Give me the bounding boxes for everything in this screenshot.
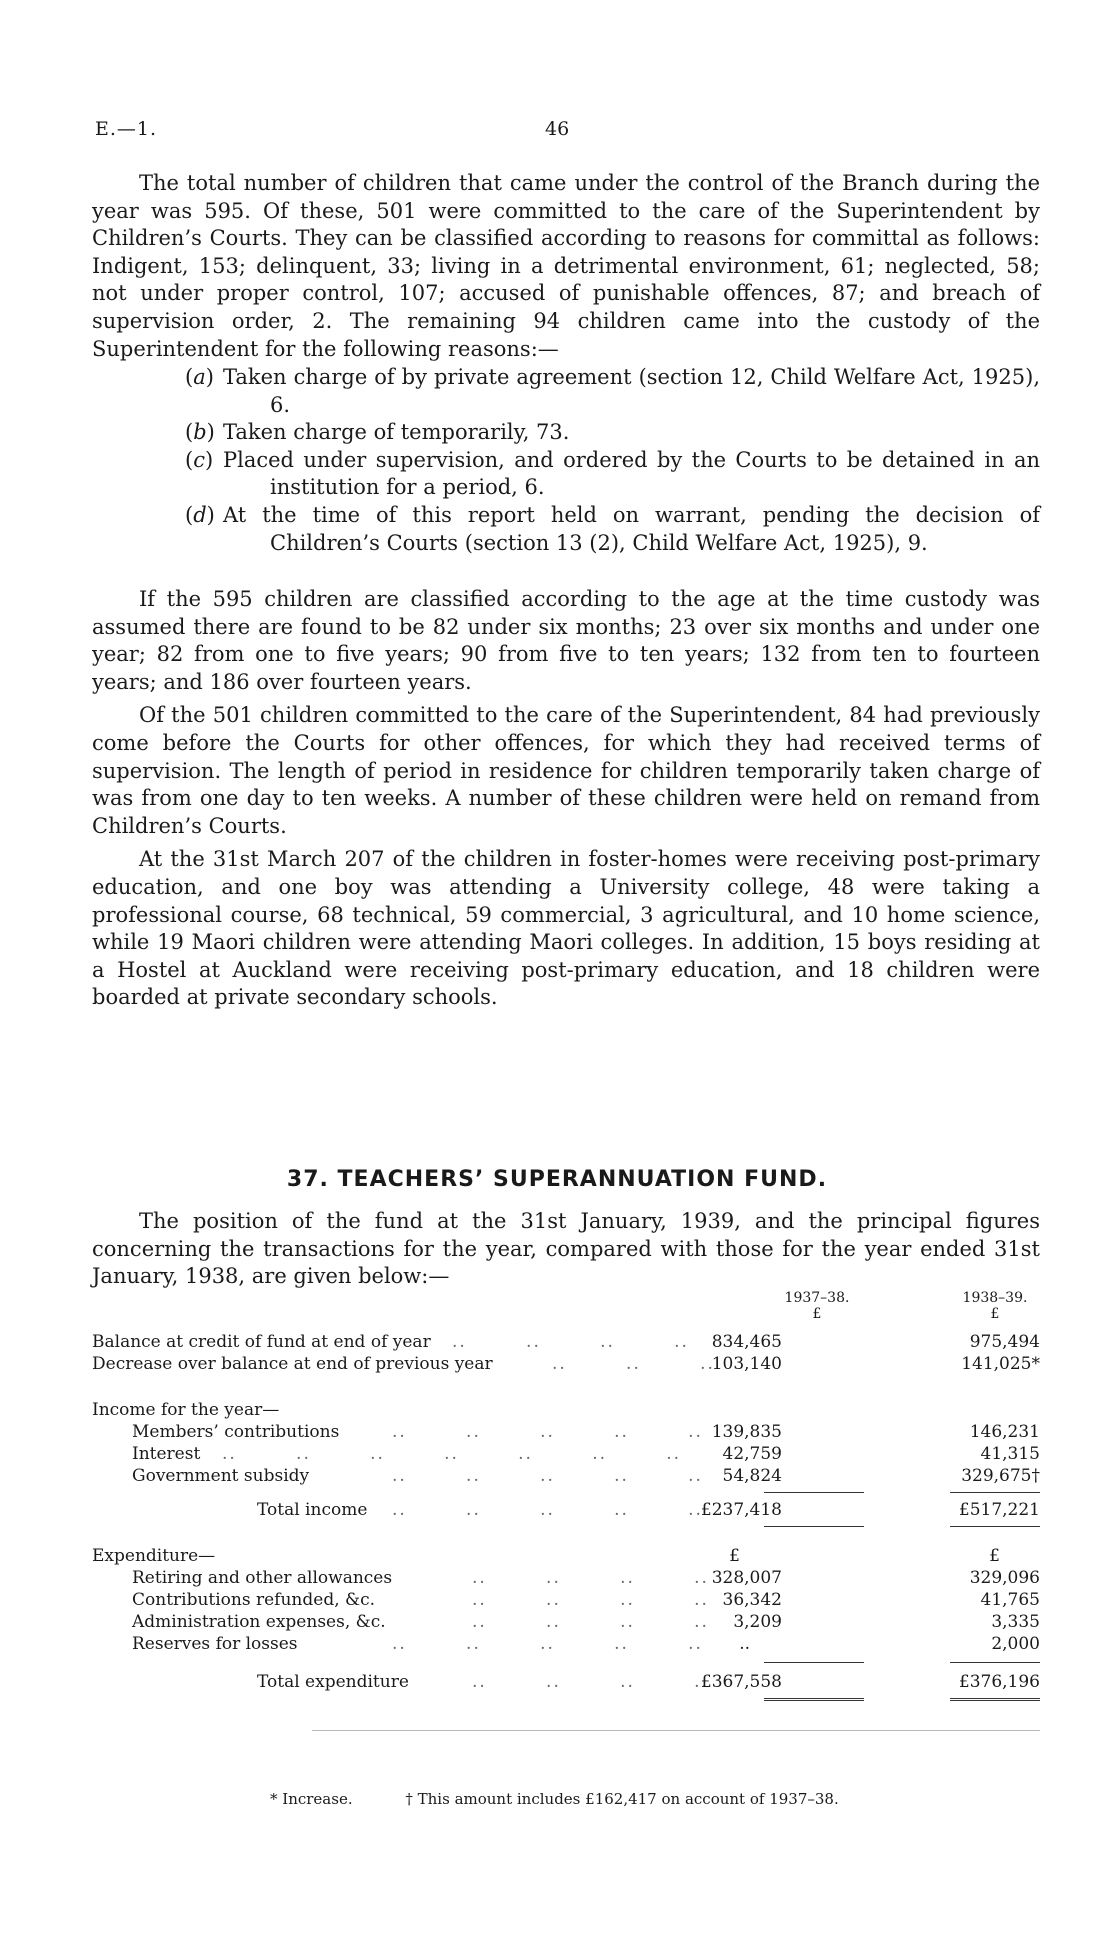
paragraph-age-classification: If the 595 children are classified according to the age at the time custody was assumed there are found to be 82 under six months; 23 over six months and under one year; 82 from one to five years; 90 from five to ten years; 132 from ten to fourteen years; and 186 over fourteen years.	[92, 587, 1040, 694]
list-item: (b) Taken charge of temporarily, 73.	[185, 420, 570, 445]
page-number: 46	[545, 118, 570, 140]
currency-symbol: £	[990, 1306, 1000, 1322]
paragraph-supervision: Of the 501 children committed to the care of the Superintendent, 84 had previously come before the Courts for other offences, for which they had received terms of supervision. The length of period in residence for children temporarily taken charge of was from one day to ten weeks. A number of these children were held on remand from Children’s Courts.	[92, 703, 1040, 838]
footnote-dagger: † This amount includes £162,417 on account of 1937–38.	[405, 1790, 839, 1808]
column-header-1938-39: 1938–39.	[962, 1290, 1028, 1306]
table-bottom-rule	[312, 1730, 1040, 1731]
table-row: Contributions refunded, &c. .. .. .. .. 36,342 41,765	[132, 1590, 1040, 1610]
fund-intro: The position of the fund at the 31st January, 1939, and the principal figures concerning the transactions for the year, compared with those for the year ended 31st January, 1938, are given below:—	[92, 1209, 1040, 1289]
footnotes	[270, 1790, 839, 1808]
table-row: Balance at credit of fund at end of year .. .. .. .. 834,465 975,494	[92, 1332, 1040, 1352]
table-row: Decrease over balance at end of previous year .. .. .. 103,140 141,025*	[92, 1354, 1040, 1374]
paragraphs-age-and-remand	[92, 586, 1040, 1012]
table-total-row: Total income .. .. .. .. .. £237,418 £517,221	[257, 1500, 1040, 1520]
table-row: Members’ contributions .. .. .. .. .. 139,835 146,231	[132, 1422, 1040, 1442]
list-item: (d) At the time of this report held on warrant, pending the decision of Children’s Courts (section 13 (2), Child Welfare Act, 1925), 9.	[185, 502, 1040, 555]
paragraph-education: At the 31st March 207 of the children in foster-homes were receiving post-primary education, and one boy was attending a University college, 48 were taking a professional course, 68 technical, 59 commercial, 3 agricultural, and 10 home science, while 19 Maori children were attending Maori colleges. In addition, 15 boys residing at a Hostel at Auckland were receiving post-primary education, and 18 children were boarded at private secondary schools.	[92, 847, 1040, 1010]
footnote-increase: * Increase.	[270, 1790, 353, 1808]
table-row: Reserves for losses .. .. .. .. .. .. 2,000	[132, 1634, 1040, 1654]
table-total-row: Total expenditure .. .. .. .. £367,558 £376,196	[257, 1672, 1040, 1692]
currency-symbol: £	[812, 1306, 822, 1322]
section-title: 37. TEACHERS’ SUPERANNUATION FUND.	[286, 1167, 828, 1192]
list-item: (c) Placed under supervision, and ordered by the Courts to be detained in an institution for a period, 6.	[185, 447, 1040, 500]
table-row: Administration expenses, &c. .. .. .. .. 3,209 3,335	[132, 1612, 1040, 1632]
list-item: (a) Taken charge of by private agreement (section 12, Child Welfare Act, 1925), 6.	[185, 365, 1040, 417]
report-reference: E.—1.	[95, 118, 158, 140]
column-header-1937-38: 1937–38.	[784, 1290, 850, 1306]
table-heading: Income for the year—	[92, 1400, 280, 1420]
table-row: Retiring and other allowances .. .. .. .. 328,007 329,096	[132, 1568, 1040, 1588]
table-row: Interest .. .. .. .. .. .. .. 42,759 41,315	[132, 1444, 1040, 1464]
custody-reasons-list	[185, 364, 1040, 557]
table-heading: Expenditure— £ £	[92, 1546, 1000, 1566]
table-row: Government subsidy .. .. .. .. .. 54,824 329,675†	[132, 1466, 1040, 1486]
paragraph-children-total: The total number of children that came under the control of the Branch during the year was 595. Of these, 501 were committed to the care of the Superintendent by Children’s Courts. They can be classified according to reasons for committal as follows: Indigent, 153; delinquent, 33; living in a detrimental environment, 61; neglected, 58; not under proper control, 107; accused of punishable offences, 87; and breach of supervision order, 2. The remaining 94 children came into the custody of the Superintendent for the following reasons:—	[92, 171, 1040, 361]
